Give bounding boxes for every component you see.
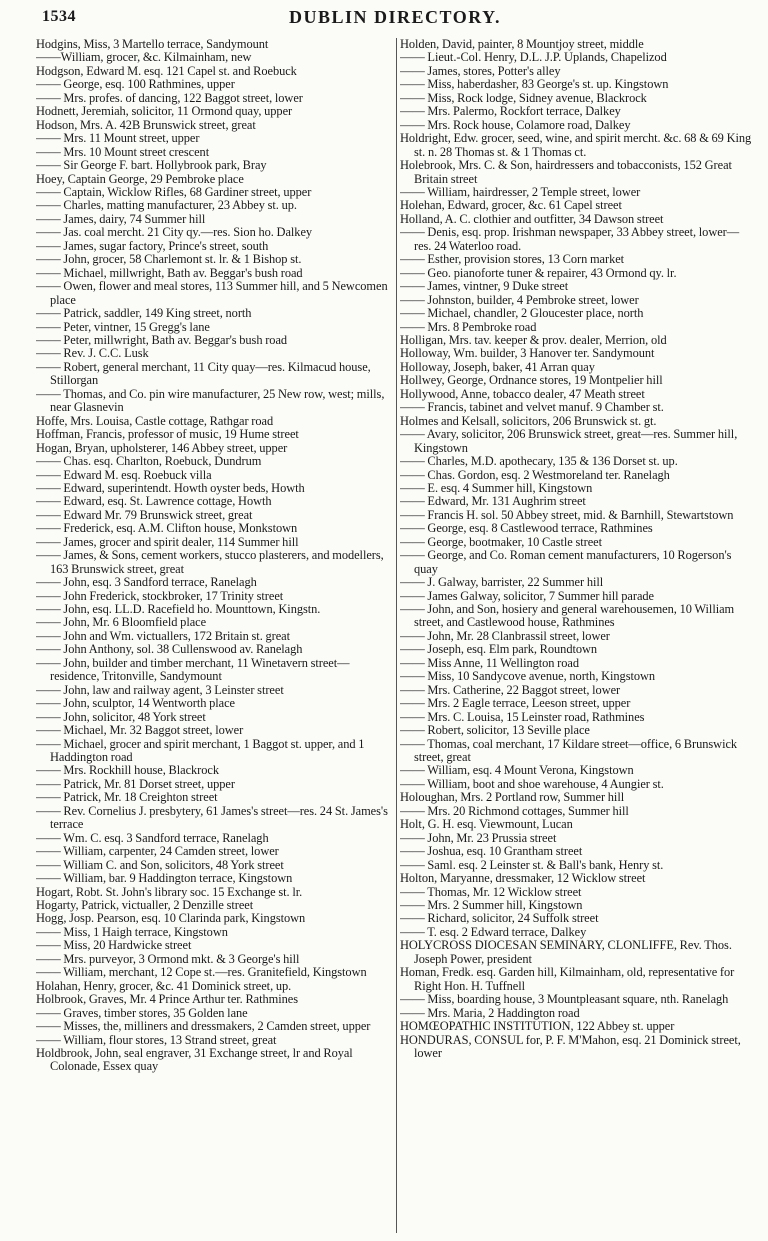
directory-entry: HOLYCROSS DIOCESAN SEMINARY, CLONLIFFE, Rev. Thos. Joseph Power, president [400,938,732,966]
directory-entry: —— Graves, timber stores, 35 Golden lane [36,1005,248,1020]
directory-entry: —— Thomas, and Co. pin wire manufacturer, 25 New row, west; mills, near Glasnevin [36,386,385,415]
directory-entry: —— Francis, tabinet and velvet manuf. 9 Chamber st. [400,400,664,415]
directory-entry: —— James, vintner, 9 Duke street [400,279,569,294]
directory-entry: —— John, Mr. 6 Bloomfield place [36,615,207,630]
directory-entry: —— Mrs. Palermo, Rockfort terrace, Dalkey [400,104,621,119]
directory-entry: Hollywood, Anne, tobacco dealer, 47 Meath street [400,386,645,401]
directory-entry: —— John, esq. 3 Sandford terrace, Ranelagh [36,575,257,590]
directory-entry: —— Captain, Wicklow Rifles, 68 Gardiner street, upper [36,184,312,199]
directory-entry: —— Michael, chandler, 2 Gloucester place, north [400,306,644,321]
directory-entry: —— John Anthony, sol. 38 Cullenswood av. Ranelagh [36,642,303,657]
directory-entry: —— James, sugar factory, Prince's street, south [36,238,269,253]
directory-entry: —— Mrs. Rockhill house, Blackrock [36,763,219,778]
directory-entry: —— Robert, solicitor, 13 Seville place [400,723,590,738]
directory-entry: Hogarty, Patrick, victualler, 2 Denzille street [36,898,254,912]
directory-entry: —— T. esq. 2 Edward terrace, Dalkey [400,924,587,939]
directory-entry: —— Miss Anne, 11 Wellington road [400,655,580,670]
column-divider [396,38,397,1233]
directory-entry: Holahan, Henry, grocer, &c. 41 Dominick street, up. [36,978,292,993]
directory-entry: —— George, esq. 8 Castlewood terrace, Rathmines [400,521,653,536]
directory-entry: —— Miss, 1 Haigh terrace, Kingstown [36,924,228,939]
directory-entry: ——William, grocer, &c. Kilmainham, new [36,50,252,65]
directory-entry: —— Mrs. 2 Summer hill, Kingstown [400,898,583,912]
directory-entry: —— William, hairdresser, 2 Temple street, lower [400,184,641,199]
directory-entry: —— Esther, provision stores, 13 Corn market [400,252,625,267]
directory-entry: —— Johnston, builder, 4 Pembroke street, lower [400,292,639,307]
directory-entry: Hoffe, Mrs. Louisa, Castle cottage, Rathgar road [36,413,274,428]
directory-entry: HONDURAS, CONSUL for, P. F. M'Mahon, esq. 21 Dominick street, lower [400,1032,741,1060]
directory-columns [36,38,756,1233]
directory-entry: —— Mrs. 20 Richmond cottages, Summer hill [400,803,629,818]
directory-entry: —— Charles, matting manufacturer, 23 Abbey st. up. [36,198,297,213]
right-column [400,38,756,1233]
directory-entry: —— Miss, 10 Sandycove avenue, north, Kingstown [400,669,656,684]
directory-entry: —— Thomas, coal merchant, 17 Kildare street—office, 6 Brunswick street, great [400,736,738,765]
directory-entry: Holebrook, Mrs. C. & Son, hairdressers and tobacconists, 152 Great Britain street [400,158,732,186]
directory-entry: —— Thomas, Mr. 12 Wicklow street [400,884,582,899]
directory-entry: —— Mrs. 2 Eagle terrace, Leeson street, upper [400,696,631,711]
directory-entry: —— Patrick, saddler, 149 King street, north [36,306,252,321]
directory-entry: —— John and Wm. victuallers, 172 Britain st. great [36,628,290,643]
page-number: 1534 [42,8,76,25]
directory-entry: —— Patrick, Mr. 81 Dorset street, upper [36,776,235,791]
directory-entry: —— John, and Son, hosiery and general warehousemen, 10 William street, and Castlewood house, Rathmines [400,602,735,630]
directory-entry: —— John, Mr. 28 Clanbrassil street, lower [400,628,610,643]
directory-entry: —— Rev. Cornelius J. presbytery, 61 James's street—res. 24 St. James's terrace [36,803,388,832]
directory-entry: —— James, stores, Potter's alley [400,63,561,78]
directory-entry: —— Joshua, esq. 10 Grantham street [400,844,583,859]
directory-entry: Holehan, Edward, grocer, &c. 61 Capel street [400,198,622,213]
directory-entry: Holdright, Edw. grocer, seed, wine, and spirit mercht. &c. 68 & 69 King st. n. 28 Thomas st. & 1 Thomas ct. [400,131,752,159]
directory-entry: Holmes and Kelsall, solicitors, 206 Brunswick st. gt. [400,413,657,428]
directory-entry: —— Edward Mr. 79 Brunswick street, great [36,507,253,522]
directory-entry: Hogg, Josp. Pearson, esq. 10 Clarinda park, Kingstown [36,911,306,926]
directory-entry: —— William, flour stores, 13 Strand street, great [36,1032,277,1047]
directory-entry: —— Mrs. Catherine, 22 Baggot street, lower [400,682,621,697]
directory-entry: Hodgson, Edward M. esq. 121 Capel st. and Roebuck [36,63,297,78]
directory-entry: —— Michael, Mr. 32 Baggot street, lower [36,723,244,738]
directory-entry: Holloway, Wm. builder, 3 Hanover ter. Sandymount [400,346,655,361]
directory-entry: Holden, David, painter, 8 Mountjoy street, middle [400,38,644,51]
directory-entry: —— William, carpenter, 24 Camden street, lower [36,844,279,859]
directory-entry: —— James Galway, solicitor, 7 Summer hill parade [400,588,655,603]
directory-entry: —— Lieut.-Col. Henry, D.L. J.P. Uplands, Chapelizod [400,50,667,65]
directory-entry: —— Geo. pianoforte tuner & repairer, 43 Ormond qy. lr. [400,265,677,280]
directory-entry: —— William, bar. 9 Haddington terrace, Kingstown [36,871,293,886]
directory-entry: —— Misses, the, milliners and dressmakers, 2 Camden street, upper [36,1019,371,1034]
directory-entry: —— J. Galway, barrister, 22 Summer hill [400,575,604,590]
directory-entry: —— Chas. esq. Charlton, Roebuck, Dundrum [36,454,262,469]
directory-entry: —— John, solicitor, 48 York street [36,709,206,724]
directory-entry: Holt, G. H. esq. Viewmount, Lucan [400,817,573,832]
directory-entry: Holdbrook, John, seal engraver, 31 Exchange street, lr and Royal Colonade, Essex quay [36,1045,353,1074]
directory-entry: Holligan, Mrs. tav. keeper & prov. dealer, Merrion, old [400,332,667,347]
directory-entry: —— Avary, solicitor, 206 Brunswick street, great—res. Summer hill, Kingstown [400,427,738,455]
directory-entry: —— Richard, solicitor, 24 Suffolk street [400,911,599,926]
directory-entry: —— Wm. C. esq. 3 Sandford terrace, Ranelagh [36,830,269,845]
directory-entry: Hoey, Captain George, 29 Pembroke place [36,171,244,186]
directory-entry: —— Miss, haberdasher, 83 George's st. up. Kingstown [400,77,669,92]
directory-entry: Hodson, Mrs. A. 42B Brunswick street, great [36,117,256,132]
directory-entry: —— Mrs. 8 Pembroke road [400,319,537,334]
directory-entry: —— John, Mr. 23 Prussia street [400,830,557,845]
directory-entry: —— William C. and Son, solicitors, 48 York street [36,857,284,872]
running-title: DUBLIN DIRECTORY. [289,7,501,27]
directory-entry: —— Frederick, esq. A.M. Clifton house, Monkstown [36,521,298,536]
directory-entry: —— Mrs. 10 Mount street crescent [36,144,210,159]
directory-entry: —— Michael, millwright, Bath av. Beggar's bush road [36,265,303,280]
directory-entry: —— Edward, superintendt. Howth oyster beds, Howth [36,480,305,495]
directory-entry: Hodgins, Miss, 3 Martello terrace, Sandymount [36,38,269,51]
directory-entry: Holbrook, Graves, Mr. 4 Prince Arthur ter. Rathmines [36,992,299,1007]
directory-entry: —— Robert, general merchant, 11 City quay—res. Kilmacud house, Stillorgan [36,359,371,388]
directory-entry: —— John, esq. LL.D. Racefield ho. Mounttown, Kingstn. [36,602,321,617]
directory-entry: —— Michael, grocer and spirit merchant, 1 Baggot st. upper, and 1 Haddington road [36,736,365,765]
directory-entry: Holloway, Joseph, baker, 41 Arran quay [400,359,595,374]
directory-entry: Homan, Fredk. esq. Garden hill, Kilmainham, old, representative for Right Hon. H. Tuffnell [400,965,735,993]
directory-entry: —— Denis, esq. prop. Irishman newspaper, 33 Abbey street, lower—res. 24 Waterloo road. [400,225,740,253]
directory-entry: —— Owen, flower and meal stores, 113 Summer hill, and 5 Newcomen place [36,279,388,307]
directory-entry: —— Francis H. sol. 50 Abbey street, mid. & Barnhill, Stewartstown [400,507,734,522]
directory-entry: Holton, Maryanne, dressmaker, 12 Wicklow street [400,871,646,886]
directory-entry: HOMŒOPATHIC INSTITUTION, 122 Abbey st. upper [400,1019,675,1034]
directory-entry: Hogart, Robt. St. John's library soc. 15 Exchange st. lr. [36,884,303,899]
left-column [36,38,394,1233]
directory-entry: —— George, and Co. Roman cement manufacturers, 10 Rogerson's quay [400,548,732,576]
directory-entry: —— Sir George F. bart. Hollybrook park, Bray [36,158,267,173]
directory-entry: —— James, dairy, 74 Summer hill [36,211,206,226]
directory-entry: —— Edward M. esq. Roebuck villa [36,467,212,482]
directory-entry: —— William, esq. 4 Mount Verona, Kingstown [400,763,634,778]
directory-entry: —— Charles, M.D. apothecary, 135 & 136 Dorset st. up. [400,454,678,469]
directory-entry: —— James, & Sons, cement workers, stucco plasterers, and modellers, 163 Brunswick street, great [36,548,384,576]
directory-entry: —— John Frederick, stockbroker, 17 Trinity street [36,588,284,603]
directory-entry: —— Miss, 20 Hardwicke street [36,938,192,953]
directory-entry: —— John, sculptor, 14 Wentworth place [36,696,235,711]
directory-entry: —— Mrs. 11 Mount street, upper [36,131,200,146]
directory-entry: —— Jas. coal mercht. 21 City qy.—res. Sion ho. Dalkey [36,225,313,240]
directory-entry: Hodnett, Jeremiah, solicitor, 11 Ormond quay, upper [36,104,293,119]
directory-entry: —— William, boot and shoe warehouse, 4 Aungier st. [400,776,664,791]
directory-entry: Hogan, Bryan, upholsterer, 146 Abbey street, upper [36,440,288,455]
directory-entry: —— Edward, Mr. 131 Aughrim street [400,494,586,509]
directory-entry: —— Edward, esq. St. Lawrence cottage, Howth [36,494,272,509]
directory-entry: —— Chas. Gordon, esq. 2 Westmoreland ter. Ranelagh [400,467,670,482]
directory-entry: —— Joseph, esq. Elm park, Roundtown [400,642,598,657]
directory-entry: —— John, law and railway agent, 3 Leinster street [36,682,284,697]
directory-entry: —— Mrs. C. Louisa, 15 Leinster road, Rathmines [400,709,645,724]
directory-entry: —— Miss, Rock lodge, Sidney avenue, Blackrock [400,90,647,105]
directory-entry: Hoffman, Francis, professor of music, 19 Hume street [36,427,299,442]
directory-entry: —— Miss, boarding house, 3 Mountpleasant square, nth. Ranelagh [400,992,729,1007]
directory-entry: —— John, grocer, 58 Charlemont st. lr. & 1 Bishop st. [36,252,302,267]
directory-entry: —— Peter, millwright, Bath av. Beggar's bush road [36,332,288,347]
directory-entry: —— Mrs. Rock house, Colamore road, Dalkey [400,117,631,132]
directory-entry: —— Peter, vintner, 15 Gregg's lane [36,319,210,334]
directory-entry: —— Saml. esq. 2 Leinster st. & Ball's bank, Henry st. [400,857,664,872]
directory-entry: —— Mrs. purveyor, 3 Ormond mkt. & 3 George's hill [36,951,300,966]
directory-entry: —— George, bootmaker, 10 Castle street [400,534,602,549]
directory-entry: —— Rev. J. C.C. Lusk [36,346,149,361]
page-header [36,6,754,36]
directory-entry: —— E. esq. 4 Summer hill, Kingstown [400,480,593,495]
directory-entry: —— Mrs. profes. of dancing, 122 Baggot street, lower [36,90,303,105]
directory-entry: Holland, A. C. clothier and outfitter, 34 Dawson street [400,211,664,226]
directory-entry: —— Patrick, Mr. 18 Creighton street [36,790,218,805]
directory-entry: Hollwey, George, Ordnance stores, 19 Montpelier hill [400,373,663,388]
directory-entry: —— William, merchant, 12 Cope st.—res. Granitefield, Kingstown [36,965,367,980]
directory-entry: —— George, esq. 100 Rathmines, upper [36,77,235,92]
directory-entry: —— Mrs. Maria, 2 Haddington road [400,1005,580,1020]
directory-entry: —— James, grocer and spirit dealer, 114 Summer hill [36,534,299,549]
directory-entry: —— John, builder and timber merchant, 11 Winetavern street—residence, Tritonville, Sandymount [36,655,350,684]
directory-entry: Holoughan, Mrs. 2 Portland row, Summer hill [400,790,625,805]
